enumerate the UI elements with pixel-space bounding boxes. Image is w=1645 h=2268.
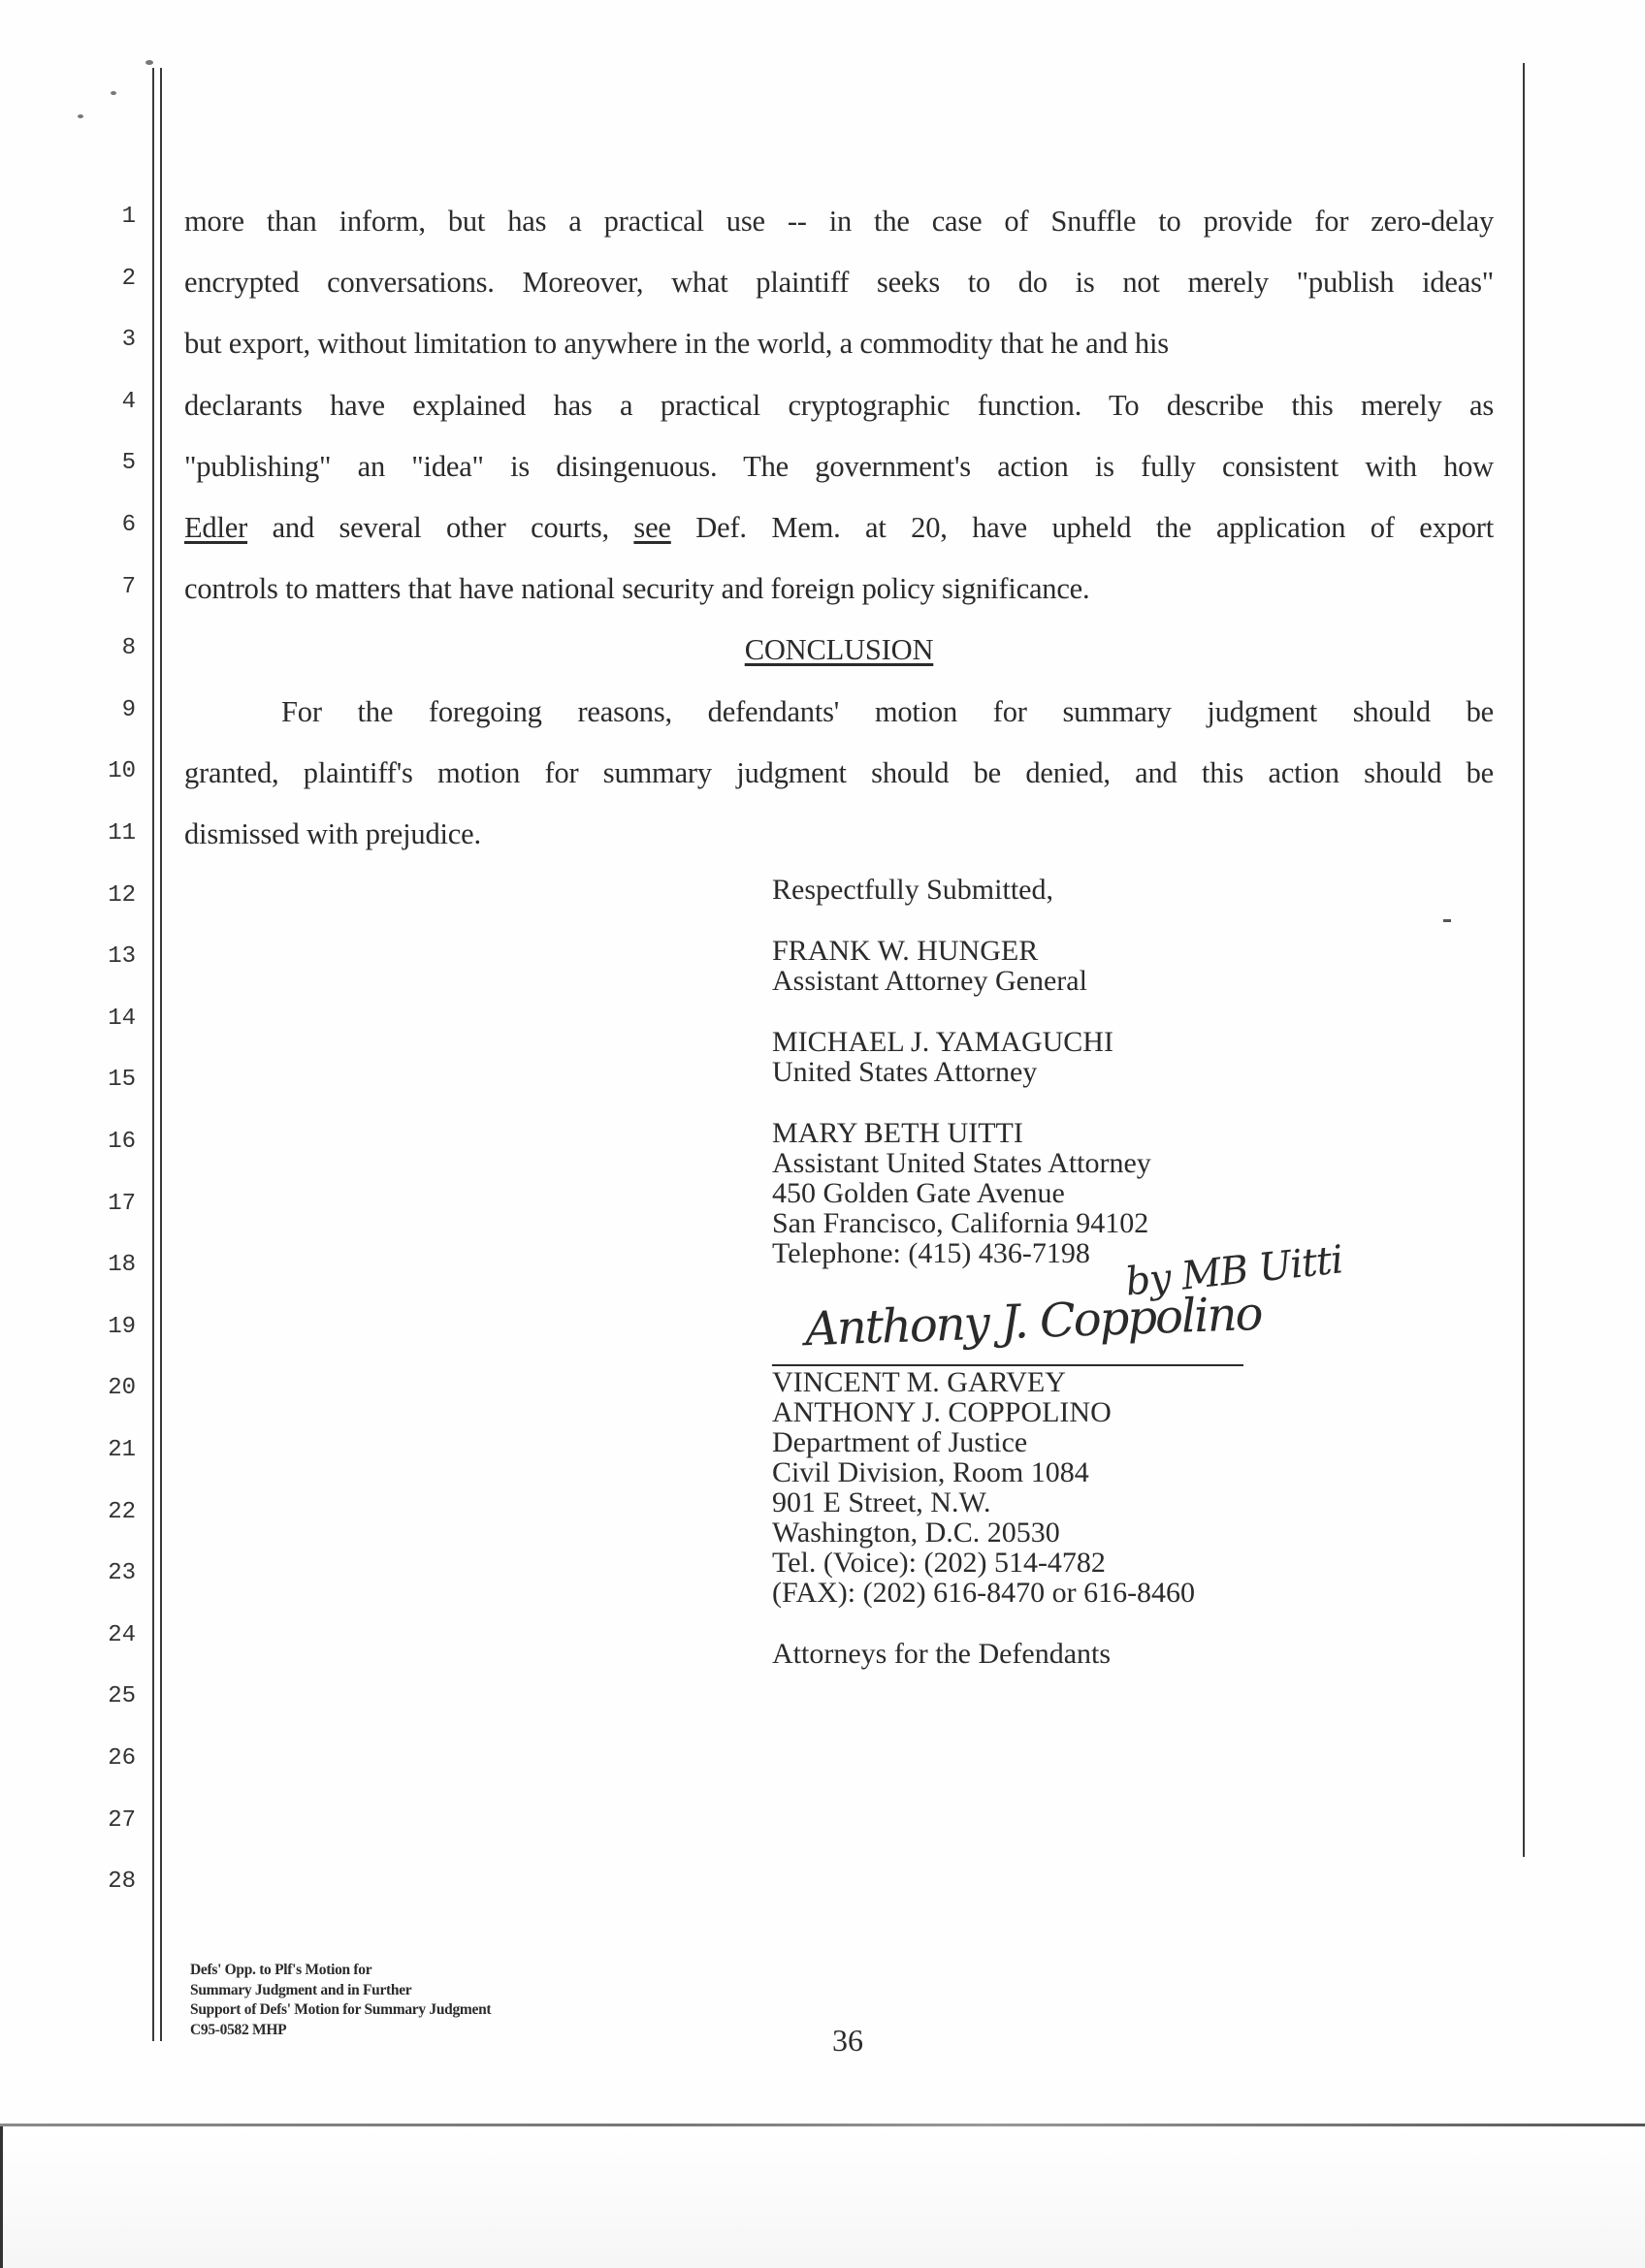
signer-address: Department of Justice bbox=[772, 1426, 1028, 1458]
attorney-name: MARY BETH UITTI bbox=[772, 1117, 1023, 1149]
body-text bbox=[184, 191, 1494, 865]
body-line-5: "publishing" an "idea" is disingenuous. The government's action is fully consistent with how bbox=[184, 449, 1494, 483]
line-number: 26 bbox=[108, 1745, 136, 1772]
citation-signal-see: see bbox=[633, 510, 671, 544]
attorney-title: Assistant United States Attorney bbox=[772, 1147, 1151, 1179]
line-number: 20 bbox=[108, 1375, 136, 1402]
scanner-page-edge bbox=[0, 2124, 1645, 2126]
left-margin-rule bbox=[152, 68, 154, 2041]
line-number: 24 bbox=[108, 1621, 136, 1648]
line-number: 17 bbox=[108, 1190, 136, 1217]
body-line-4: declarants have explained has a practical cryptographic function. To describe this merely as bbox=[184, 388, 1494, 422]
signer-fax: (FAX): (202) 616-8470 or 616-8460 bbox=[772, 1577, 1196, 1609]
signer-phone: Tel. (Voice): (202) 514-4782 bbox=[772, 1547, 1106, 1579]
line-number: 14 bbox=[108, 1005, 136, 1032]
signer-name: VINCENT M. GARVEY bbox=[772, 1366, 1066, 1398]
attorney-title: United States Attorney bbox=[772, 1056, 1038, 1088]
signer-block bbox=[772, 1367, 1451, 1669]
handwritten-annotation: by MB Uitti bbox=[1123, 1237, 1345, 1305]
line-number: 4 bbox=[121, 388, 136, 415]
line-number: 25 bbox=[108, 1683, 136, 1710]
stray-mark bbox=[1443, 919, 1451, 922]
line-number: 7 bbox=[121, 573, 136, 600]
body-line-2: encrypted conversations. Moreover, what plaintiff seeks to do is not merely "publish ideas" bbox=[184, 266, 1494, 300]
closing: Respectfully Submitted, bbox=[772, 874, 1053, 906]
body-line-1: more than inform, but has a practical use -- in the case of Snuffle to provide for zero-delay bbox=[184, 205, 1494, 238]
line-number: 13 bbox=[108, 943, 136, 971]
line-number: 12 bbox=[108, 881, 136, 909]
page-number: 36 bbox=[832, 2023, 863, 2058]
line-number: 2 bbox=[121, 265, 136, 292]
body-line-6: Edler and several other courts, see Def. Mem. at 20, have upheld the application of export bbox=[184, 510, 1494, 544]
attorney-phone: Telephone: (415) 436-7198 bbox=[772, 1237, 1090, 1269]
attorney-address: 450 Golden Gate Avenue bbox=[772, 1177, 1065, 1209]
line-number: 11 bbox=[108, 820, 136, 847]
attorney-name: MICHAEL J. YAMAGUCHI bbox=[772, 1026, 1113, 1058]
line-number: 22 bbox=[108, 1498, 136, 1525]
signer-name: ANTHONY J. COPPOLINO bbox=[772, 1396, 1112, 1428]
signature-block bbox=[772, 875, 1451, 1268]
signer-address: Civil Division, Room 1084 bbox=[772, 1456, 1089, 1488]
handwritten-signature: Anthony J. Coppolino bbox=[804, 1286, 1263, 1358]
line-number: 5 bbox=[121, 450, 136, 477]
line-number: 8 bbox=[121, 635, 136, 662]
footer-caption: Defs' Opp. to Plf's Motion for Summary Judgment and in Further Support of Defs' Motion for Summary Judgment C95-0582 MHP bbox=[190, 1962, 492, 2038]
left-margin-rule-inner bbox=[160, 68, 162, 2041]
line-number: 21 bbox=[108, 1437, 136, 1463]
case-citation-edler: Edler bbox=[184, 510, 248, 544]
line-number: 28 bbox=[108, 1869, 136, 1896]
signer-address: Washington, D.C. 20530 bbox=[772, 1517, 1060, 1549]
scan-speck bbox=[145, 60, 153, 65]
body-line-7: controls to matters that have national security and foreign policy significance. bbox=[184, 572, 1090, 606]
line-number: 27 bbox=[108, 1806, 136, 1834]
scanner-left-edge bbox=[0, 2126, 3, 2268]
signer-address: 901 E Street, N.W. bbox=[772, 1486, 991, 1518]
body-line-9: For the foregoing reasons, defendants' motion for summary judgment should be bbox=[281, 694, 1494, 728]
body-line-11: dismissed with prejudice. bbox=[184, 816, 481, 850]
scan-speck bbox=[78, 114, 83, 118]
line-number: 3 bbox=[121, 327, 136, 354]
line-number: 1 bbox=[121, 204, 136, 230]
signer-role: Attorneys for the Defendants bbox=[772, 1638, 1112, 1670]
line-number: 18 bbox=[108, 1252, 136, 1279]
line-number: 10 bbox=[108, 758, 136, 785]
scan-speck bbox=[111, 91, 116, 95]
attorney-name: FRANK W. HUNGER bbox=[772, 935, 1039, 967]
scanner-background bbox=[0, 2128, 1645, 2268]
line-number: 19 bbox=[108, 1313, 136, 1340]
line-number: 9 bbox=[121, 696, 136, 723]
body-line-10: granted, plaintiff's motion for summary judgment should be denied, and this action should be bbox=[184, 755, 1494, 789]
attorney-title: Assistant Attorney General bbox=[772, 965, 1087, 997]
line-number: 16 bbox=[108, 1129, 136, 1155]
section-heading: CONCLUSION bbox=[744, 633, 934, 667]
body-line-3: but export, without limitation to anywhere in the world, a commodity that he and his bbox=[184, 327, 1169, 361]
right-margin-rule bbox=[1523, 63, 1525, 1857]
line-number: 6 bbox=[121, 512, 136, 538]
line-number: 15 bbox=[108, 1067, 136, 1094]
line-number: 23 bbox=[108, 1560, 136, 1587]
attorney-address: San Francisco, California 94102 bbox=[772, 1207, 1149, 1239]
